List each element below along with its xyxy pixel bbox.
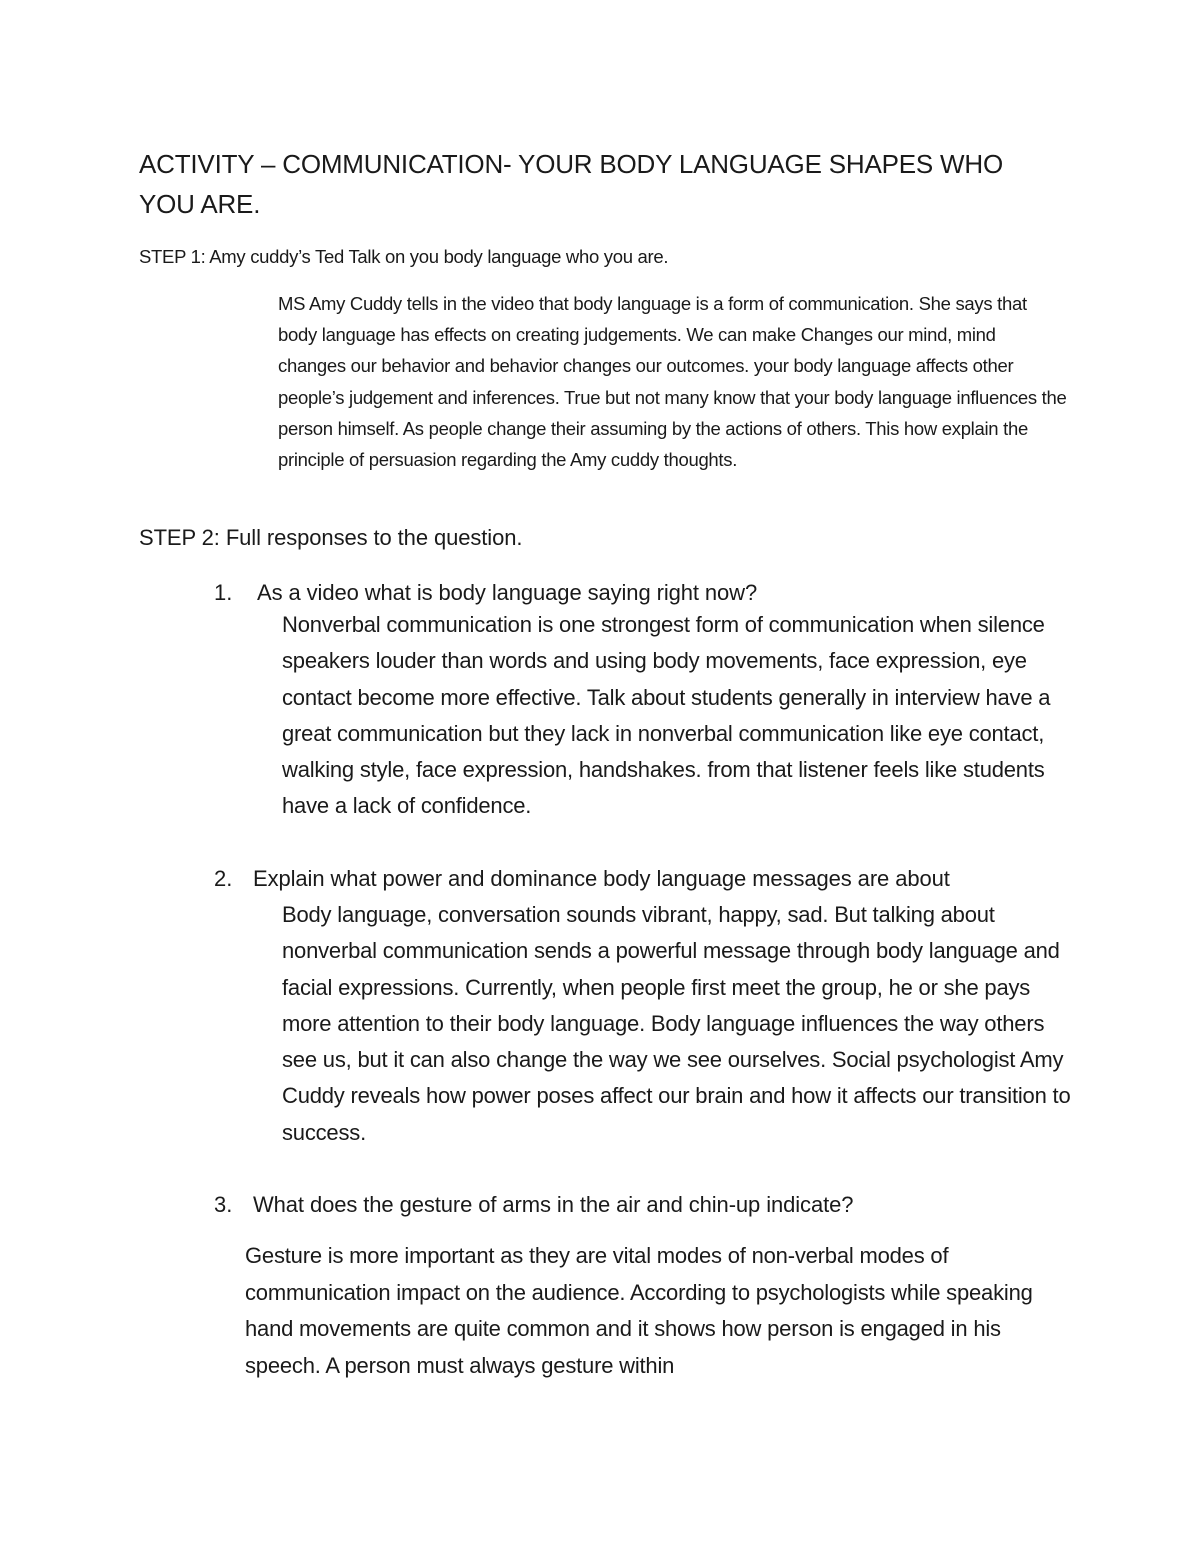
question-text: As a video what is body language saying right now? xyxy=(257,580,758,605)
document-title: ACTIVITY – COMMUNICATION- YOUR BODY LANGUAGE SHAPES WHO YOU ARE. xyxy=(139,149,1003,219)
question-number: 2. xyxy=(214,866,233,891)
answer-text: Body language, conversation sounds vibrant, happy, sad. But talking about nonverbal communication sends a powerful message through body language and facial expressions. Currently, when people first meet the group, he or she pays more attention to their body language. Body language influences the way others see us, but it can also change the way we see ourselves. Social psychologist Amy Cuddy reveals how power poses affect our brain and how it affects our transition to success. xyxy=(282,902,1071,1145)
question-number: 3. xyxy=(214,1192,233,1217)
answer-text: Gesture is more important as they are vital modes of non-verbal modes of communication impact on the audience. According to psychologists while speaking hand movements are quite common and it shows how person is engaged in his speech. A person must always gesture within xyxy=(245,1243,1033,1378)
step2-label: STEP 2: Full responses to the question. xyxy=(139,525,523,550)
question-text: Explain what power and dominance body language messages are about xyxy=(253,866,950,891)
question-text: What does the gesture of arms in the air and chin-up indicate? xyxy=(253,1192,854,1217)
answer-text: Nonverbal communication is one strongest form of communication when silence speakers louder than words and using body movements, face expression, eye contact become more effective. Talk about students generally in interview have a great communication but they lack in nonverbal communication like eye contact, walking style, face expression, handshakes. from that listener feels like students have a lack of confidence. xyxy=(282,612,1051,819)
step1-body: MS Amy Cuddy tells in the video that body language is a form of communication. She says that body language has effects on creating judgements. We can make Changes our mind, mind changes our behavior and behavior changes our outcomes. your body language affects other people’s judgement and inferences. True but not many know that your body language influences the person himself. As people change their assuming by the actions of others. This how explain the principle of persuasion regarding the Amy cuddy thoughts. xyxy=(278,293,1067,471)
question-number: 1. xyxy=(214,580,233,605)
step1-label: STEP 1: Amy cuddy’s Ted Talk on you body language who you are. xyxy=(139,246,669,267)
